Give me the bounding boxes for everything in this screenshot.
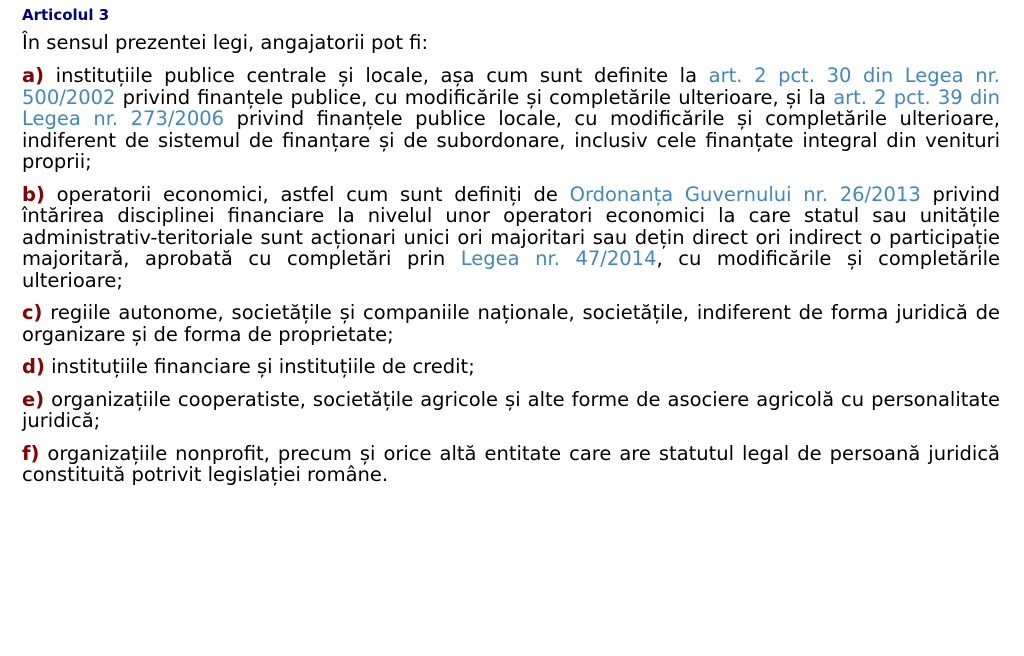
item-text: instituțiile publice centrale și locale, așa cum sunt definite la [44, 64, 709, 87]
item-text: organizațiile nonprofit, precum și orice altă entitate care are statutul legal de persoană juridică constituită potrivit legislației române. [22, 441, 1000, 486]
item-text: regiile autonome, societățile și companiile naționale, societățile, indiferent de forma juridică de organizare și de forma de proprietate; [22, 301, 1000, 346]
article-container [22, 6, 1000, 497]
item-text: privind întărirea disciplinei financiare la nivelul unor operatori economici la care statul sau unitățile administrativ-teritoriale sunt acționari unici ori majoritari sau dețin direct ori indirect o participație majoritară, aprobată cu completări prin [22, 182, 1001, 270]
law-reference-link[interactable]: art. 2 pct. 30 din Legea nr. 500/2002 [22, 64, 1001, 109]
item-text: privind finanțele publice locale, cu modificările și completările ulterioare, indiferent de sistemul de finanțare și de subordonare, inclusiv cele finanțate integral din venituri proprii; [22, 107, 1000, 173]
item-text: , cu modificările și completările ulterioare; [22, 247, 1000, 292]
item-letter: c) [22, 301, 43, 324]
item-letter: e) [22, 387, 45, 411]
article-item-f [22, 443, 1000, 486]
article-item-b [22, 184, 1000, 292]
law-reference-link[interactable]: art. 2 pct. 39 din Legea nr. 273/2006 [22, 85, 1000, 130]
article-item-c [22, 302, 1000, 345]
item-text: operatorii economici, astfel cum sunt definiți de [44, 182, 570, 206]
article-item-a [22, 65, 1000, 173]
item-text: privind finanțele publice, cu modificările și completările ulterioare, și la [115, 85, 834, 109]
item-text: organizațiile cooperatiste, societățile agricole și alte forme de asociere agricolă cu personalitate juridică; [22, 387, 1000, 432]
item-letter: a) [22, 64, 45, 87]
law-reference-link[interactable]: Legea nr. 47/2014 [460, 247, 657, 270]
item-letter: b) [22, 182, 45, 206]
item-letter: f) [22, 441, 40, 465]
law-reference-link[interactable]: Ordonanța Guvernului nr. 26/2013 [569, 182, 921, 206]
article-item-d [22, 356, 1000, 378]
article-intro: În sensul prezentei legi, angajatorii pot fi: [22, 31, 429, 54]
item-text: instituțiile financiare și instituțiile de credit; [44, 355, 475, 378]
article-item-e [22, 389, 1000, 432]
item-letter: d) [22, 355, 45, 378]
article-title: Articolul 3 [22, 6, 110, 24]
